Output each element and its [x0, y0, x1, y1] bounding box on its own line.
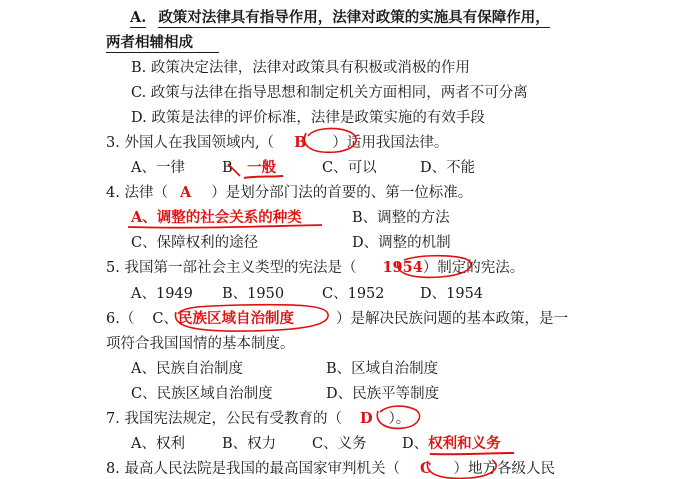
q6-option-b: B、区域自治制度 — [326, 361, 439, 377]
q8-answer: C — [419, 460, 432, 477]
q2-option-a-text-cont: 两者相辅相成 — [106, 34, 219, 53]
q7-stem-before: 7. 我国宪法规定，公民有受教育的（ — [106, 411, 342, 427]
q4-option-a: A、调整的社会关系的种类 — [131, 209, 302, 226]
q2-option-a-letter: A. — [130, 9, 147, 26]
q2-option-a-line1 — [130, 8, 550, 28]
q6-option-d: D、民族平等制度 — [326, 386, 440, 402]
q2-option-c: C. 政策与法律在指导思想和制定机关方面相同，两者不可分离 — [131, 85, 528, 101]
q6-stem — [106, 309, 568, 329]
q3-stem-before: 3. 外国人在我国领域内,（ — [106, 135, 275, 151]
q6-stem-open: 6.（ — [106, 311, 135, 327]
q8-stem-after: ）地方各级人民 — [453, 461, 555, 477]
q8-stem — [106, 459, 555, 479]
q7-option-d — [402, 434, 501, 454]
q3-option-b-text: 一般 — [247, 159, 277, 176]
q4-option-b: B、调整的方法 — [352, 210, 450, 226]
q2-option-a-text: 政策对法律具有指导作用，法律对政策的实施具有保障作用， — [158, 9, 550, 26]
q2-option-d: D. 政策是法律的评价标准，法律是政策实施的有效手段 — [131, 110, 485, 126]
q5-stem-after: ）制定的宪法。 — [422, 260, 525, 276]
q7-option-c: C、义务 — [312, 436, 367, 452]
q4-option-d: D、调整的机制 — [352, 235, 451, 251]
q6-stem-line2: 项符合我国国情的基本制度。 — [106, 336, 295, 352]
q6-option-c: C、民族区域自治制度 — [131, 386, 273, 402]
q7-option-b: B、权力 — [222, 436, 277, 452]
q2-option-b: B. 政策决定法律，法律对政策具有积极或消极的作用 — [131, 60, 470, 76]
q3-option-d: D、不能 — [420, 160, 476, 176]
q5-option-d: D、1954 — [420, 286, 484, 302]
q7-option-d-text: 权利和义务 — [428, 435, 501, 452]
q7-answer: D — [359, 410, 373, 427]
q6-answer-text: 民族区域自治制度 — [177, 310, 294, 327]
q5-stem — [106, 258, 524, 278]
q4-stem-before: 4. 法律（ — [106, 185, 168, 201]
q2-option-a-line2 — [106, 33, 219, 53]
q3-answer: B — [294, 134, 307, 151]
q3-option-a: A、一律 — [131, 160, 185, 176]
q6-stem-after: ）是解决民族问题的基本政策，是一 — [335, 311, 568, 327]
q4-option-c: C、保障权利的途径 — [131, 235, 259, 251]
q4-stem-after: ）是划分部门法的首要的、第一位标准。 — [211, 185, 473, 201]
q5-option-a: A、1949 — [131, 286, 193, 302]
q3-option-b-letter: B、 — [222, 160, 248, 176]
q7-option-a: A、权利 — [131, 436, 185, 452]
q5-option-c: C、1952 — [322, 286, 385, 302]
q4-stem — [106, 183, 472, 203]
q5-stem-before: 5. 我国第一部社会主义类型的宪法是（ — [106, 260, 357, 276]
q7-stem-after: ）。 — [388, 411, 411, 427]
q8-stem-before: 8. 最高人民法院是我国的最高国家审判机关（ — [106, 461, 400, 477]
q7-option-d-letter: D、 — [402, 436, 429, 452]
q3-option-b — [222, 158, 276, 178]
q3-option-c: C、可以 — [322, 160, 377, 176]
q6-answer-letter: C、 — [152, 311, 178, 327]
q5-answer: 1954 — [382, 259, 423, 276]
q3-stem — [106, 133, 448, 153]
q7-stem — [106, 409, 410, 429]
q6-option-a: A、民族自治制度 — [131, 361, 243, 377]
q5-option-b: B、1950 — [222, 286, 285, 302]
q4-answer: A — [179, 184, 192, 201]
q3-stem-after: ）适用我国法律。 — [332, 135, 449, 151]
